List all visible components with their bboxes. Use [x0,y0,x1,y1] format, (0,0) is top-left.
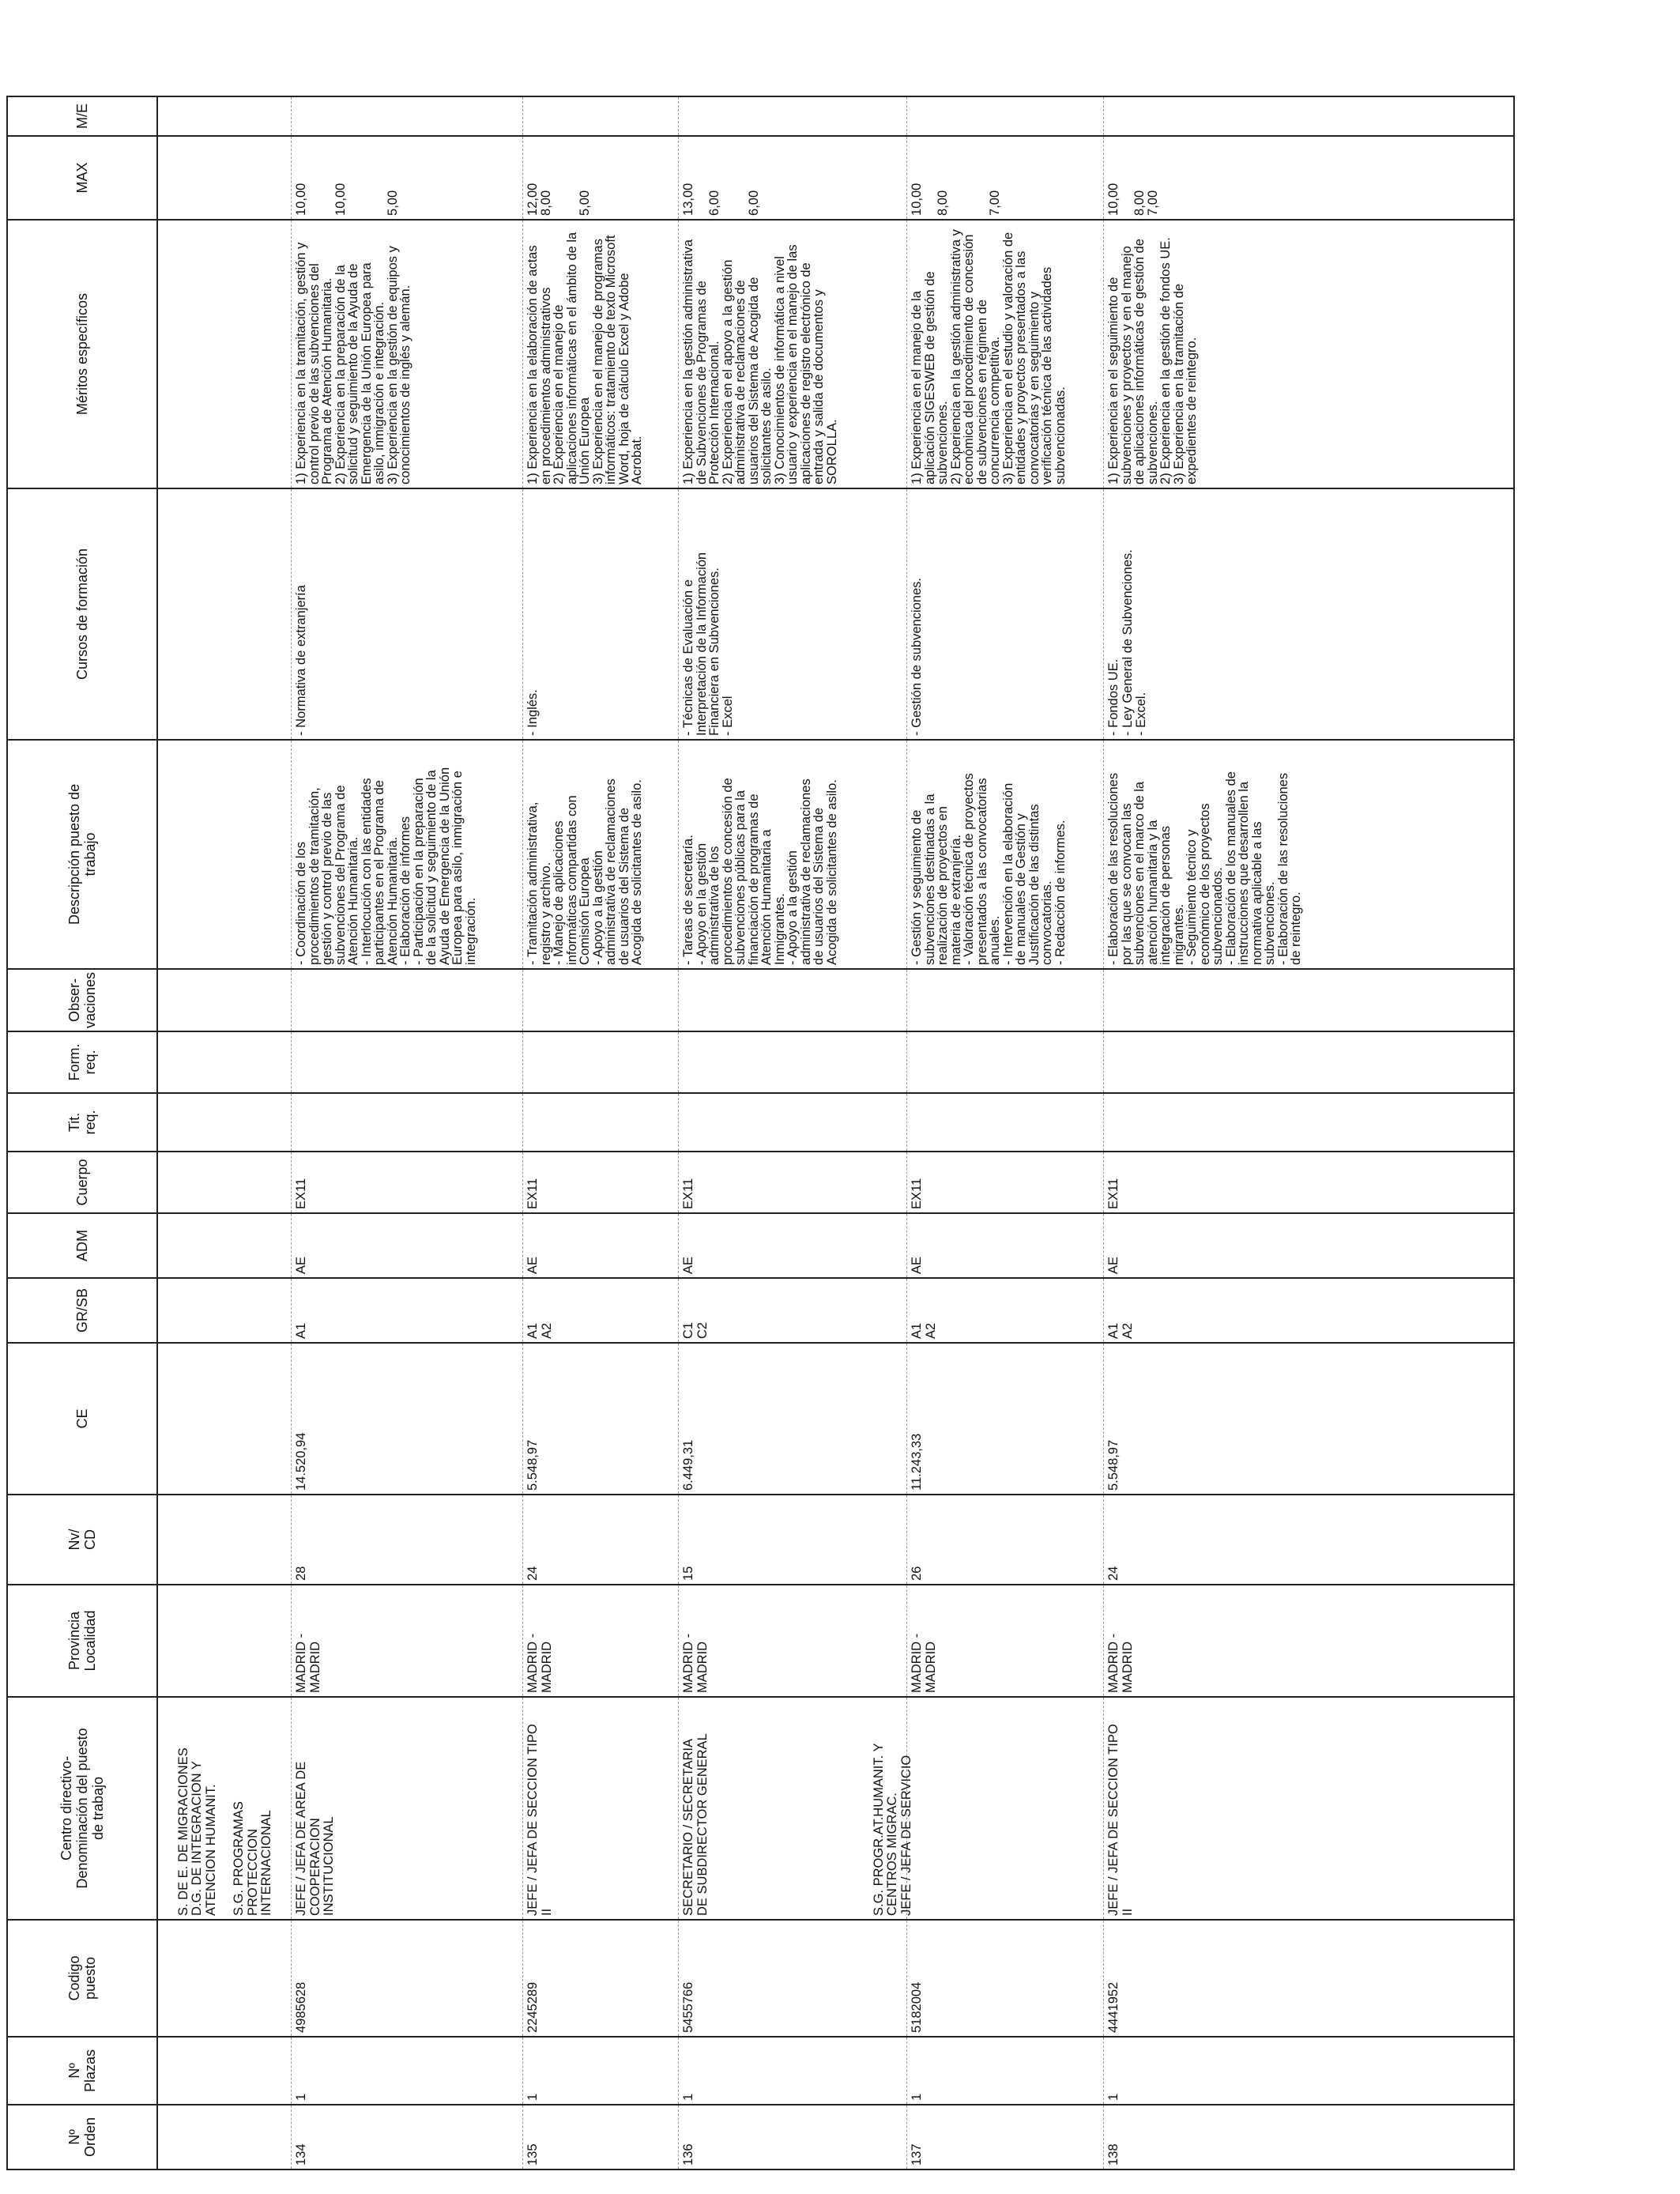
adm-cell: AE [523,1213,679,1278]
plazas-cell: 1 [679,2037,907,2105]
empty-cell [157,488,292,740]
obs-cell [907,969,1104,1031]
cursos-cell: - Normativa de extranjería [292,488,523,740]
provincia-cell: MADRID - MADRID [292,1585,523,1697]
centro-cell: SECRETARIO / SECRETARIA DE SUBDIRECTOR GENERAL [679,1697,907,1920]
header-meritos: Méritos específicos [7,220,157,488]
empty-cell [157,740,292,969]
descripcion-cell: - Elaboración de las resoluciones por las que se convocan las subvenciones en el marco de la atención humanitaria y la integración de personas migrantes. - Seguimiento técnico y económico de los proyectos subvencionados. - Elaboración de los manuales de instrucciones que desarrollen la normativa aplicable a las subvenciones. - Elaboración de las resoluciones de reintegro. [1104,740,1515,969]
cuerpo-cell: EX11 [1104,1152,1515,1213]
cursos-cell: - Técnicas de Evaluación e Interpretación de la Información Financiera en Subvenciones. - Excel [679,488,907,740]
obs-cell [523,969,679,1031]
centro-directivo-heading: S. DE E. DE MIGRACIONES D.G. DE INTEGRACION Y ATENCION HUMANIT. [175,1747,218,1916]
form-cell [292,1031,523,1093]
codigo-cell: 2245289 [523,1920,679,2037]
centro-cell: JEFE / JEFA DE AREA DE COOPERACION INSTITUCIONAL [292,1697,523,1920]
subdireccion-heading: S.G. PROGRAMAS PROTECCION INTERNACIONAL [232,1801,273,1916]
cuerpo-cell: EX11 [907,1152,1104,1213]
form-cell [523,1031,679,1093]
nvcd-cell: 15 [679,1495,907,1585]
puesto-denominacion: JEFE / JEFA DE SERVICIO [898,1755,913,1916]
centro-group-cell [157,1697,292,1920]
table-row [1104,96,1515,2169]
provincia-cell: MADRID - MADRID [1104,1585,1515,1697]
header-orden: Nº Orden [7,2105,157,2169]
empty-cell [157,1213,292,1278]
orden-cell: 135 [523,2105,679,2169]
cuerpo-cell: EX11 [679,1152,907,1213]
meritos-cell: 1) Experiencia en la gestión administrativa de Subvenciones de Programas de Protección Internacional. 2) Experiencia en el apoyo a la gestión administrativa de reclamaciones de usuarios del Sistema de Acogida de solicitantes de asilo. 3) Conocimientos de informática a nivel usuario y experiencia en el manejo de las aplicaciones de registro electrónico de entrada y salida de documentos y SOROLLA. [679,220,907,488]
empty-cell [157,1343,292,1495]
grsb-cell: A1 A2 [523,1278,679,1343]
adm-cell: AE [292,1213,523,1278]
grsb-cell: C1 C2 [679,1278,907,1343]
subdireccion-heading: S.G. PROGR.AT.HUMANIT. Y CENTROS MIGRAC. [871,1743,899,1916]
max-cell: 10,00 8,00 7,00 [907,136,1104,220]
plazas-cell: 1 [907,2037,1104,2105]
empty-cell [157,220,292,488]
empty-cell [157,2037,292,2105]
header-tit: Tit. req. [7,1093,157,1152]
empty-cell [157,96,292,136]
header-cursos: Cursos de formación [7,488,157,740]
grsb-cell: A1 [292,1278,523,1343]
header-descripcion: Descripción puesto de trabajo [7,740,157,969]
header-plazas: Nº Plazas [7,2037,157,2105]
nvcd-cell: 24 [523,1495,679,1585]
me-cell [1104,96,1515,136]
provincia-cell: MADRID - MADRID [523,1585,679,1697]
table-row [523,96,679,2169]
plazas-cell: 1 [523,2037,679,2105]
descripcion-cell: - Tramitación administrativa, registro y archivo. - Manejo de aplicaciones informáticas compartidas con Comisión Europea - Apoyo a la gestión administrativa de reclamaciones de usuarios del Sistema de Acogida de solicitantes de asilo. [523,740,679,969]
ce-cell: 5.548,97 [523,1343,679,1495]
adm-cell: AE [679,1213,907,1278]
obs-cell [679,969,907,1031]
table-row [907,96,1104,2169]
me-cell [523,96,679,136]
empty-cell [157,969,292,1031]
plazas-cell: 1 [1104,2037,1515,2105]
form-cell [679,1031,907,1093]
header-nvcd: Nv/ CD [7,1495,157,1585]
header-cuerpo: Cuerpo [7,1152,157,1213]
max-cell: 10,00 10,00 5,00 [292,136,523,220]
adm-cell: AE [907,1213,1104,1278]
provincia-cell: MADRID - MADRID [907,1585,1104,1697]
meritos-cell: 1) Experiencia en el manejo de la aplicación SIGESWEB de gestión de subvenciones. 2) Experiencia en la gestión administrativa y económica del procedimiento de concesión de subvenciones en régimen de concurrencia competitiva. 3) Experiencia en el estudio y valoración de entidades y proyectos presentados a las convocatorias y en seguimiento y verificación técnica de las actividades subvencionadas. [907,220,1104,488]
ce-cell: 6.449,31 [679,1343,907,1495]
centro-cell: JEFE / JEFA DE SECCION TIPO II [1104,1697,1515,1920]
codigo-cell: 4985628 [292,1920,523,2037]
grsb-cell: A1 A2 [1104,1278,1515,1343]
obs-cell [292,969,523,1031]
meritos-cell: 1) Experiencia en la elaboración de actas en procedimientos administrativos 2) Experiencia en el manejo de aplicaciones informáticas en el ámbito de la Unión Europea 3) Experiencia en el manejo de programas informáticos: tratamiento de texto Microsoft Word, hoja de cálculo Excel y Adobe Acrobat. [523,220,679,488]
empty-cell [157,1495,292,1585]
header-centro: Centro directivo- Denominación del puesto de trabajo [7,1697,157,1920]
ce-cell: 5.548,97 [1104,1343,1515,1495]
max-cell: 12,00 8,00 5,00 [523,136,679,220]
orden-cell: 134 [292,2105,523,2169]
tit-cell [523,1093,679,1152]
cursos-cell: - Inglés. [523,488,679,740]
cuerpo-cell: EX11 [523,1152,679,1213]
codigo-cell: 4441952 [1104,1920,1515,2037]
provincia-cell: MADRID - MADRID [679,1585,907,1697]
empty-cell [157,1031,292,1093]
empty-cell [157,1278,292,1343]
empty-cell [157,1920,292,2037]
descripcion-cell: - Tareas de secretaría. - Apoyo en la gestión administrativa de los procedimientos de concesión de subvenciones públicas para la financiación de programas de Atención Humanitaria a Inmigrantes. - Apoyo a la gestión administrativa de reclamaciones de usuarios del Sistema de Acogida de solicitantes de asilo. [679,740,907,969]
codigo-cell: 5182004 [907,1920,1104,2037]
empty-cell [157,1585,292,1697]
header-grsb: GR/SB [7,1278,157,1343]
empty-cell [157,136,292,220]
centro-header-row [157,96,292,2169]
orden-cell: 138 [1104,2105,1515,2169]
header-me: M/E [7,96,157,136]
header-adm: ADM [7,1213,157,1278]
cuerpo-cell: EX11 [292,1152,523,1213]
header-provincia: Provincia Localidad [7,1585,157,1697]
header-obs: Obser- vaciones [7,969,157,1031]
header-max: MAX [7,136,157,220]
codigo-cell: 5455766 [679,1920,907,2037]
cursos-cell: - Gestión de subvenciones. [907,488,1104,740]
centro-cell: JEFE / JEFA DE SECCION TIPO II [523,1697,679,1920]
grsb-cell: A1 A2 [907,1278,1104,1343]
table-header-row [7,96,157,2169]
descripcion-cell: - Coordinación de los procedimientos de tramitación, gestión y control previo de las subvenciones del Programa de Atención Humanitaria. - Interlocución con las entidades participantes en el Programa de Atención Humanitaria. - Elaboración de informes - Participación en la preparación de la solicitud y seguimiento de la Ayuda de Emergencia de la Unión Europea para asilo, inmigración e integración. [292,740,523,969]
max-cell: 10,00 8,00 7,00 [1104,136,1515,220]
obs-cell [1104,969,1515,1031]
me-cell [292,96,523,136]
tit-cell [907,1093,1104,1152]
meritos-cell: 1) Experiencia en el seguimiento de subvenciones y proyectos y en el manejo de aplicaciones informáticas de gestión de subvenciones. 2) Experiencia en la gestión de fondos UE. 3) Experiencia en la tramitación de expedientes de reintegro. [1104,220,1515,488]
form-cell [1104,1031,1515,1093]
orden-cell: 136 [679,2105,907,2169]
empty-cell [157,1152,292,1213]
plazas-cell: 1 [292,2037,523,2105]
header-ce: CE [7,1343,157,1495]
descripcion-cell: - Gestión y seguimiento de subvenciones destinadas a la realización de proyectos en materia de extranjería. - Valoración técnica de proyectos presentados a las convocatorias anuales. - Intervención en la elaboración de manuales de Gestión y Justificación de las distintas convocatorias. - Redacción de informes. [907,740,1104,969]
table-row [292,96,523,2169]
me-cell [679,96,907,136]
form-cell [907,1031,1104,1093]
cursos-cell: - Fondos UE. - Ley General de Subvenciones. - Excel. [1104,488,1515,740]
vacancy-table [6,96,1515,2170]
nvcd-cell: 28 [292,1495,523,1585]
ce-cell: 11.243,33 [907,1343,1104,1495]
tit-cell [1104,1093,1515,1152]
ce-cell: 14.520,94 [292,1343,523,1495]
empty-cell [157,2105,292,2169]
centro-cell [871,1697,1104,1920]
nvcd-cell: 26 [907,1495,1104,1585]
me-cell [907,96,1104,136]
nvcd-cell: 24 [1104,1495,1515,1585]
adm-cell: AE [1104,1213,1515,1278]
header-form: Form. req. [7,1031,157,1093]
header-codigo: Codigo puesto [7,1920,157,2037]
meritos-cell: 1) Experiencia en la tramitación, gestión y control previo de las subvenciones del Programa de Atención Humanitaria. 2) Experiencia en la preparación de la solicitud y seguimiento de la Ayuda de Emergencia de la Unión Europea para asilo, inmigración e integración. 3) Experiencia en la gestión de equipos y conocimientos de inglés y alemán. [292,220,523,488]
empty-cell [157,1093,292,1152]
tit-cell [292,1093,523,1152]
max-cell: 13,00 6,00 6,00 [679,136,907,220]
tit-cell [679,1093,907,1152]
orden-cell: 137 [907,2105,1104,2169]
